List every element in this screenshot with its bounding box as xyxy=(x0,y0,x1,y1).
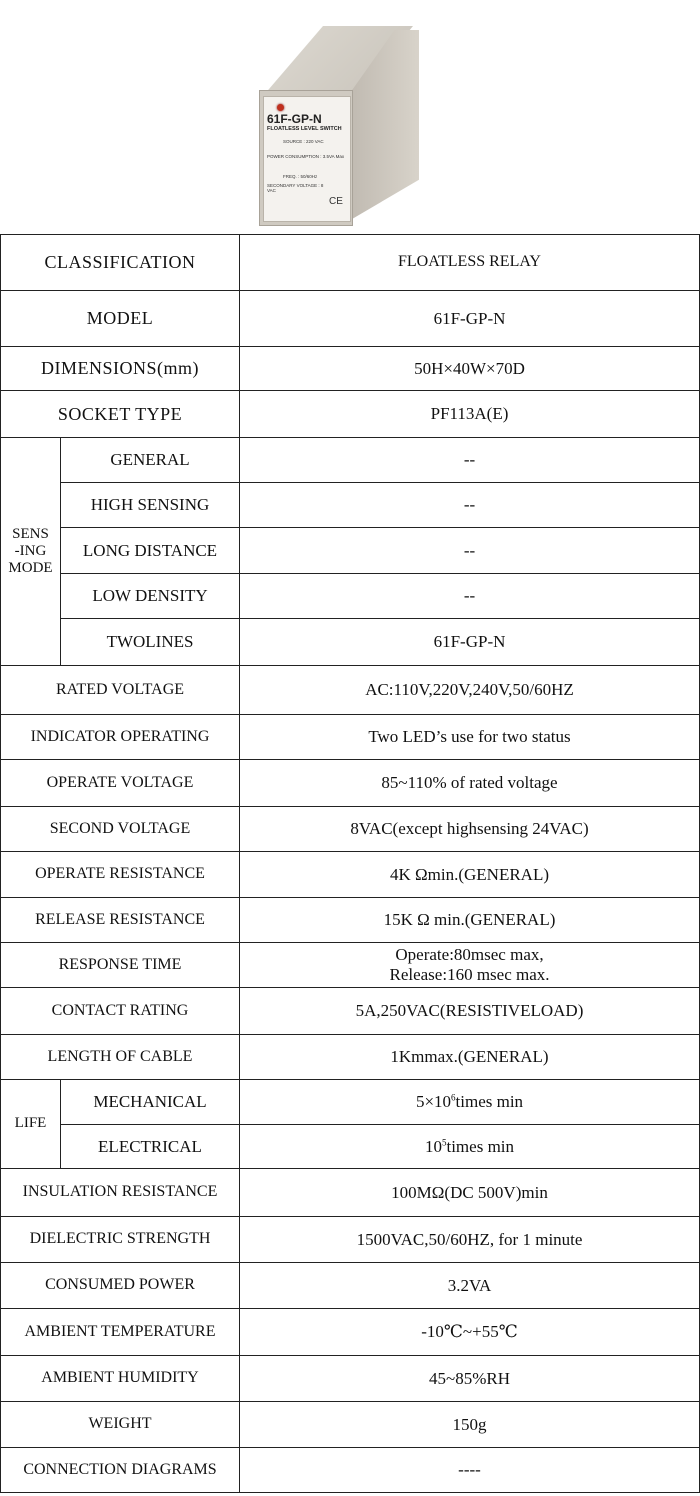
row-label: OPERATE RESISTANCE xyxy=(1,852,240,898)
row-value xyxy=(240,1080,700,1125)
row-value: Two LED’s use for two status xyxy=(240,715,700,760)
value-line: Operate:80msec max, xyxy=(395,945,544,965)
table-row xyxy=(1,235,700,291)
row-label: CLASSIFICATION xyxy=(1,235,240,291)
row-label: RELEASE RESISTANCE xyxy=(1,898,240,943)
group-line: SENS xyxy=(12,525,49,542)
life-sub-label: MECHANICAL xyxy=(61,1080,240,1125)
spec-table xyxy=(0,234,700,1493)
row-value: PF113A(E) xyxy=(240,391,700,438)
row-label: DIELECTRIC STRENGTH xyxy=(1,1217,240,1263)
value-exponent: 6 xyxy=(451,1092,456,1103)
row-value: 4K Ωmin.(GENERAL) xyxy=(240,852,700,898)
table-row xyxy=(1,807,700,852)
table-row xyxy=(1,988,700,1035)
table-row xyxy=(1,483,700,528)
value-text: times min xyxy=(446,1136,515,1156)
ce-mark-icon: CE xyxy=(329,196,343,207)
table-row xyxy=(1,574,700,619)
sensing-mode-label: GENERAL xyxy=(61,438,240,483)
sensing-mode-label: LONG DISTANCE xyxy=(61,528,240,574)
sensing-mode-label: LOW DENSITY xyxy=(61,574,240,619)
table-row xyxy=(1,1080,700,1125)
table-row xyxy=(1,1309,700,1356)
sensing-mode-label: TWOLINES xyxy=(61,619,240,666)
table-row xyxy=(1,1035,700,1080)
row-value: -- xyxy=(240,483,700,528)
row-value: -10℃~+55℃ xyxy=(240,1309,700,1356)
table-row xyxy=(1,619,700,666)
table-row xyxy=(1,347,700,391)
row-value: 8VAC(except highsensing 24VAC) xyxy=(240,807,700,852)
row-label: MODEL xyxy=(1,291,240,347)
product-spec-line: SECONDARY VOLTAGE : 8 VAC xyxy=(267,183,324,193)
sensing-mode-label: HIGH SENSING xyxy=(61,483,240,528)
row-value: 1Kmmax.(GENERAL) xyxy=(240,1035,700,1080)
group-line: -ING xyxy=(14,542,47,559)
row-value: 1500VAC,50/60HZ, for 1 minute xyxy=(240,1217,700,1263)
row-value: -- xyxy=(240,438,700,483)
row-label: CONSUMED POWER xyxy=(1,1263,240,1309)
table-row xyxy=(1,1217,700,1263)
row-value: 85~110% of rated voltage xyxy=(240,760,700,807)
value-exponent: 5 xyxy=(441,1137,447,1148)
row-label: OPERATE VOLTAGE xyxy=(1,760,240,807)
table-row xyxy=(1,291,700,347)
table-row xyxy=(1,852,700,898)
table-row xyxy=(1,528,700,574)
row-label: AMBIENT TEMPERATURE xyxy=(1,1309,240,1356)
table-row xyxy=(1,898,700,943)
row-value: 50H×40W×70D xyxy=(240,347,700,391)
row-label: AMBIENT HUMIDITY xyxy=(1,1356,240,1402)
row-value: AC:110V,220V,240V,50/60HZ xyxy=(240,666,700,715)
row-value: -- xyxy=(240,574,700,619)
row-value: -- xyxy=(240,528,700,574)
table-row xyxy=(1,760,700,807)
row-label: INDICATOR OPERATING xyxy=(1,715,240,760)
table-row xyxy=(1,438,700,483)
row-label: WEIGHT xyxy=(1,1402,240,1448)
table-row xyxy=(1,1448,700,1493)
product-image xyxy=(255,26,420,226)
value-line: Release:160 msec max. xyxy=(389,965,550,984)
row-value: 45~85%RH xyxy=(240,1356,700,1402)
table-row xyxy=(1,666,700,715)
table-row xyxy=(1,1356,700,1402)
table-row xyxy=(1,1125,700,1169)
product-model-label: 61F-GP-N xyxy=(267,112,322,126)
product-spec-line: FREQ. : 50/60Hz xyxy=(283,174,318,179)
row-value: 61F-GP-N xyxy=(240,619,700,666)
life-group-label: LIFE xyxy=(1,1080,61,1169)
row-value xyxy=(240,943,700,988)
group-line: MODE xyxy=(8,560,53,577)
row-value: FLOATLESS RELAY xyxy=(240,235,700,291)
row-label: DIMENSIONS(mm) xyxy=(1,347,240,391)
table-row xyxy=(1,943,700,988)
row-value xyxy=(240,1125,700,1169)
table-row xyxy=(1,1169,700,1217)
row-label: SOCKET TYPE xyxy=(1,391,240,438)
row-label: LENGTH OF CABLE xyxy=(1,1035,240,1080)
row-label: RESPONSE TIME xyxy=(1,943,240,988)
sensing-mode-group-label xyxy=(1,438,61,666)
row-label: INSULATION RESISTANCE xyxy=(1,1169,240,1217)
life-sub-label: ELECTRICAL xyxy=(61,1125,240,1169)
table-row xyxy=(1,1263,700,1309)
row-value: 15K Ω min.(GENERAL) xyxy=(240,898,700,943)
value-text: times min xyxy=(455,1092,524,1112)
row-label: RATED VOLTAGE xyxy=(1,666,240,715)
product-spec-line: POWER CONSUMPTION : 3.5VA Max xyxy=(267,154,345,159)
row-label: SECOND VOLTAGE xyxy=(1,807,240,852)
row-label: CONTACT RATING xyxy=(1,988,240,1035)
row-label: CONNECTION DIAGRAMS xyxy=(1,1448,240,1493)
table-row xyxy=(1,391,700,438)
table-row xyxy=(1,1402,700,1448)
row-value: 61F-GP-N xyxy=(240,291,700,347)
value-text: 5×10 xyxy=(415,1092,452,1112)
product-subtitle: FLOATLESS LEVEL SWITCH xyxy=(267,126,342,132)
row-value: ---- xyxy=(240,1448,700,1493)
row-value: 3.2VA xyxy=(240,1263,700,1309)
table-row xyxy=(1,715,700,760)
product-spec-line: SOURCE : 220 VAC xyxy=(283,139,324,144)
value-text: 10 xyxy=(424,1136,442,1156)
row-value: 150g xyxy=(240,1402,700,1448)
row-value: 100MΩ(DC 500V)min xyxy=(240,1169,700,1217)
row-value: 5A,250VAC(RESISTIVELOAD) xyxy=(240,988,700,1035)
led-indicator-icon xyxy=(277,104,284,111)
